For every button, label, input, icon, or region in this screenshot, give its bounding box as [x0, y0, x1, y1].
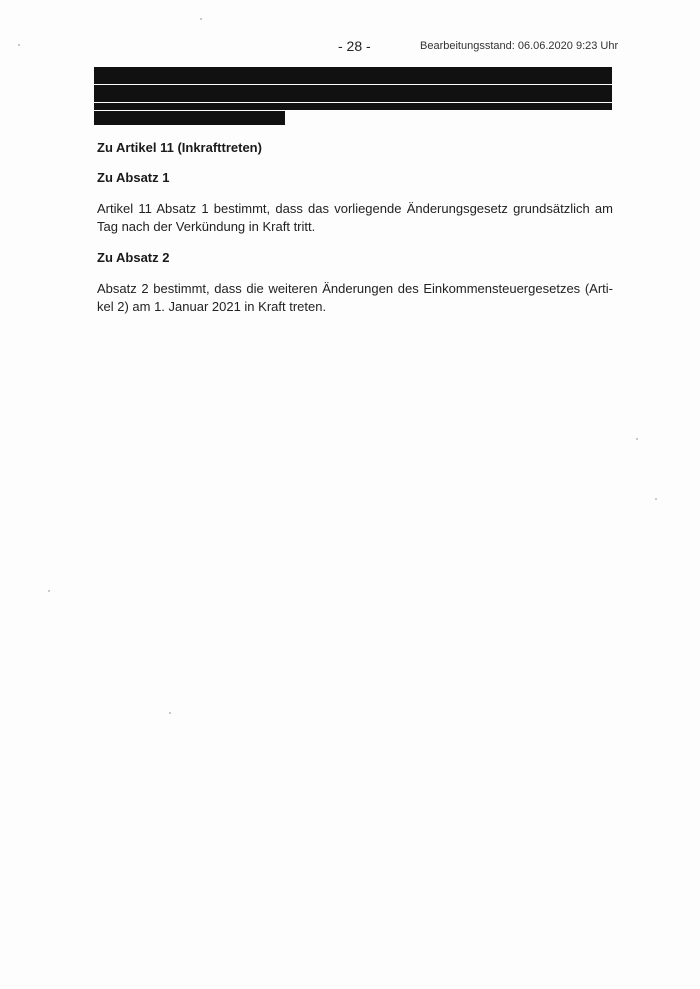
- paragraph-absatz-1: [97, 200, 613, 236]
- redaction-block: [94, 85, 612, 102]
- scan-speck: [48, 590, 50, 592]
- paragraph-line: Tag nach der Verkündung in Kraft tritt.: [97, 219, 316, 234]
- section-heading: Zu Artikel 11 (Inkrafttreten): [97, 140, 262, 155]
- paragraph-line: Artikel 11 Absatz 1 bestimmt, dass das vorliegende Änderungsgesetz grundsätzlich am: [97, 201, 613, 216]
- subsection-heading: Zu Absatz 2: [97, 250, 170, 265]
- scan-speck: [18, 44, 20, 46]
- scan-speck: [200, 18, 202, 20]
- paragraph-line: Absatz 2 bestimmt, dass die weiteren Änderungen des Einkommensteuergesetzes (Arti-: [97, 281, 613, 296]
- subsection-heading: Zu Absatz 1: [97, 170, 170, 185]
- page-number: - 28 -: [338, 38, 371, 54]
- scan-speck: [655, 498, 657, 500]
- paragraph-line: kel 2) am 1. Januar 2021 in Kraft treten.: [97, 299, 327, 314]
- redaction-block: [94, 103, 612, 110]
- redaction-block: [94, 111, 285, 125]
- revision-status: Bearbeitungsstand: 06.06.2020 9:23 Uhr: [420, 40, 619, 52]
- redaction-block: [94, 67, 612, 84]
- document-body: [97, 140, 613, 330]
- scan-speck: [169, 712, 171, 714]
- scan-speck: [636, 438, 638, 440]
- paragraph-absatz-2: [97, 280, 613, 316]
